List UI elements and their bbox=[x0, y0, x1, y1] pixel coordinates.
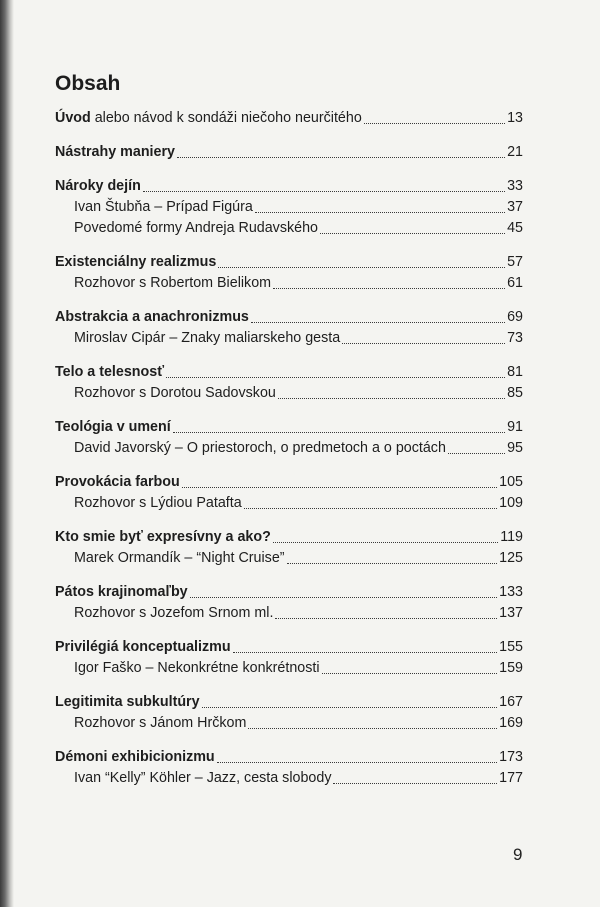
toc-page-number: 69 bbox=[507, 309, 523, 325]
toc-subentry bbox=[55, 273, 523, 294]
toc-subentry bbox=[55, 493, 523, 514]
toc-chapter-entry bbox=[55, 582, 523, 603]
toc-page-number: 45 bbox=[507, 220, 523, 236]
toc-entry-text: Rozhovor s Dorotou Sadovskou bbox=[74, 385, 276, 401]
toc-subentry bbox=[55, 768, 523, 789]
dot-leader bbox=[333, 782, 497, 784]
toc-entry-title bbox=[55, 383, 276, 404]
toc-chapter-entry bbox=[55, 417, 523, 438]
toc-page-number: 61 bbox=[507, 275, 523, 291]
page-title: Obsah bbox=[55, 72, 121, 95]
toc-page-number: 169 bbox=[499, 715, 523, 731]
toc-page-number: 95 bbox=[507, 440, 523, 456]
toc-subentry bbox=[55, 603, 523, 624]
dot-leader bbox=[448, 452, 505, 454]
toc-entry-title bbox=[55, 417, 171, 438]
toc-entry-title bbox=[55, 637, 231, 658]
dot-leader bbox=[182, 486, 497, 488]
toc-entry-title bbox=[55, 273, 271, 294]
toc-entry-title bbox=[55, 493, 242, 514]
toc-entry-bold-title: Teológia v umení bbox=[55, 419, 171, 435]
dot-leader bbox=[166, 376, 505, 378]
toc-entry-text: Ivan Štubňa – Prípad Figúra bbox=[74, 199, 253, 215]
toc-entry-bold-title: Telo a telesnosť bbox=[55, 364, 165, 380]
toc-entry-text: Rozhovor s Lýdiou Patafta bbox=[74, 495, 242, 511]
toc-entry-text: David Javorský – O priestoroch, o predmetoch a o poctách bbox=[74, 440, 446, 456]
toc-subentry bbox=[55, 713, 523, 734]
toc-page-number: 91 bbox=[507, 419, 523, 435]
toc-entry-title bbox=[55, 362, 164, 383]
dot-leader bbox=[143, 190, 505, 192]
toc-page-number: 73 bbox=[507, 330, 523, 346]
toc-entry-text: Rozhovor s Robertom Bielikom bbox=[74, 275, 272, 291]
dot-leader bbox=[273, 287, 505, 289]
toc-chapter-entry bbox=[55, 307, 523, 328]
toc-page-number: 109 bbox=[499, 495, 523, 511]
toc-entry-text: Ivan “Kelly” Köhler – Jazz, cesta slobody bbox=[74, 770, 332, 786]
toc-entry-title bbox=[55, 197, 253, 218]
toc-page-number: 173 bbox=[499, 749, 523, 765]
toc-page-number: 155 bbox=[499, 639, 523, 655]
toc-subentry bbox=[55, 218, 523, 239]
toc-entry-title bbox=[55, 603, 273, 624]
dot-leader bbox=[244, 507, 497, 509]
toc-chapter-entry bbox=[55, 176, 523, 197]
toc-entry-text: Rozhovor s Jánom Hrčkom bbox=[74, 715, 247, 731]
toc-entry-title bbox=[55, 307, 249, 328]
toc-subentry bbox=[55, 328, 523, 349]
toc-page-number: 13 bbox=[507, 110, 523, 126]
toc-chapter-entry bbox=[55, 637, 523, 658]
toc-page-number: 159 bbox=[499, 660, 523, 676]
toc-chapter-entry bbox=[55, 747, 523, 768]
toc-page-number: 133 bbox=[499, 584, 523, 600]
toc-entry-title bbox=[55, 527, 271, 548]
dot-leader bbox=[202, 706, 498, 708]
dot-leader bbox=[342, 342, 505, 344]
toc-page-number: 33 bbox=[507, 178, 523, 194]
toc-entry-text: Rozhovor s Jozefom Srnom ml. bbox=[74, 605, 274, 621]
toc-page-number: 21 bbox=[507, 144, 523, 160]
toc-entry-title bbox=[55, 328, 340, 349]
dot-leader bbox=[364, 122, 505, 124]
toc-entry-title bbox=[55, 582, 188, 603]
dot-leader bbox=[320, 232, 505, 234]
toc-entry-bold-title: Pátos krajinomaľby bbox=[55, 584, 188, 600]
toc-entry-bold-title: Nástrahy maniery bbox=[55, 144, 175, 160]
toc-entry-title bbox=[55, 176, 141, 197]
toc-chapter-entry bbox=[55, 142, 523, 163]
toc-subentry bbox=[55, 383, 523, 404]
toc-entry-text: alebo návod k sondáži niečoho neurčitého bbox=[90, 110, 362, 126]
toc-page-number: 119 bbox=[500, 529, 523, 545]
toc-entry-text: Miroslav Cipár – Znaky maliarskeho gesta bbox=[74, 330, 341, 346]
toc-entry-bold-title: Nároky dejín bbox=[55, 178, 141, 194]
toc-entry-bold-title: Legitimita subkultúry bbox=[55, 694, 200, 710]
table-of-contents bbox=[55, 108, 523, 789]
toc-page-number: 125 bbox=[499, 550, 523, 566]
binding-shadow bbox=[0, 0, 14, 907]
toc-entry-bold-title: Abstrakcia a anachronizmus bbox=[55, 309, 249, 325]
toc-chapter-entry bbox=[55, 108, 523, 129]
toc-entry-title bbox=[55, 108, 362, 129]
dot-leader bbox=[278, 397, 505, 399]
toc-entry-title bbox=[55, 713, 246, 734]
page-number: 9 bbox=[513, 845, 523, 864]
toc-entry-bold-title: Démoni exhibicionizmu bbox=[55, 749, 215, 765]
dot-leader bbox=[322, 672, 498, 674]
toc-page-number: 37 bbox=[507, 199, 523, 215]
toc-page-number: 137 bbox=[499, 605, 523, 621]
toc-entry-text: Igor Faško – Nekonkrétne konkrétnosti bbox=[74, 660, 320, 676]
toc-entry-title bbox=[55, 472, 180, 493]
toc-subentry bbox=[55, 658, 523, 679]
toc-entry-title bbox=[55, 218, 318, 239]
toc-page-number: 85 bbox=[507, 385, 523, 401]
dot-leader bbox=[273, 541, 498, 543]
dot-leader bbox=[177, 156, 505, 158]
dot-leader bbox=[255, 211, 505, 213]
toc-chapter-entry bbox=[55, 252, 523, 273]
toc-chapter-entry bbox=[55, 362, 523, 383]
toc-entry-title bbox=[55, 548, 285, 569]
toc-entry-bold-title: Existenciálny realizmus bbox=[55, 254, 217, 270]
toc-entry-title bbox=[55, 747, 215, 768]
toc-subentry bbox=[55, 438, 523, 459]
toc-entry-bold-title: Kto smie byť expresívny a ako? bbox=[55, 529, 271, 545]
toc-subentry bbox=[55, 548, 523, 569]
toc-page-number: 81 bbox=[507, 364, 523, 380]
toc-entry-title bbox=[55, 142, 175, 163]
dot-leader bbox=[218, 266, 505, 268]
toc-entry-text: Povedomé formy Andreja Rudavského bbox=[74, 220, 318, 236]
toc-entry-title bbox=[55, 658, 320, 679]
toc-chapter-entry bbox=[55, 472, 523, 493]
toc-entry-title bbox=[55, 692, 200, 713]
toc-entry-text: Marek Ormandík – “Night Cruise” bbox=[74, 550, 285, 566]
toc-chapter-entry bbox=[55, 527, 523, 548]
toc-entry-title bbox=[55, 252, 216, 273]
dot-leader bbox=[251, 321, 505, 323]
toc-entry-title bbox=[55, 438, 446, 459]
toc-page-number: 57 bbox=[507, 254, 523, 270]
toc-entry-bold-title: Úvod bbox=[55, 110, 91, 126]
dot-leader bbox=[173, 431, 505, 433]
toc-page-number: 177 bbox=[499, 770, 523, 786]
dot-leader bbox=[217, 761, 497, 763]
dot-leader bbox=[248, 727, 497, 729]
dot-leader bbox=[233, 651, 498, 653]
toc-page-number: 105 bbox=[499, 474, 523, 490]
toc-entry-bold-title: Privilégiá konceptualizmu bbox=[55, 639, 231, 655]
dot-leader bbox=[275, 617, 497, 619]
dot-leader bbox=[190, 596, 498, 598]
toc-entry-title bbox=[55, 768, 331, 789]
toc-entry-bold-title: Provokácia farbou bbox=[55, 474, 180, 490]
toc-chapter-entry bbox=[55, 692, 523, 713]
toc-page-number: 167 bbox=[499, 694, 523, 710]
dot-leader bbox=[287, 562, 498, 564]
toc-subentry bbox=[55, 197, 523, 218]
